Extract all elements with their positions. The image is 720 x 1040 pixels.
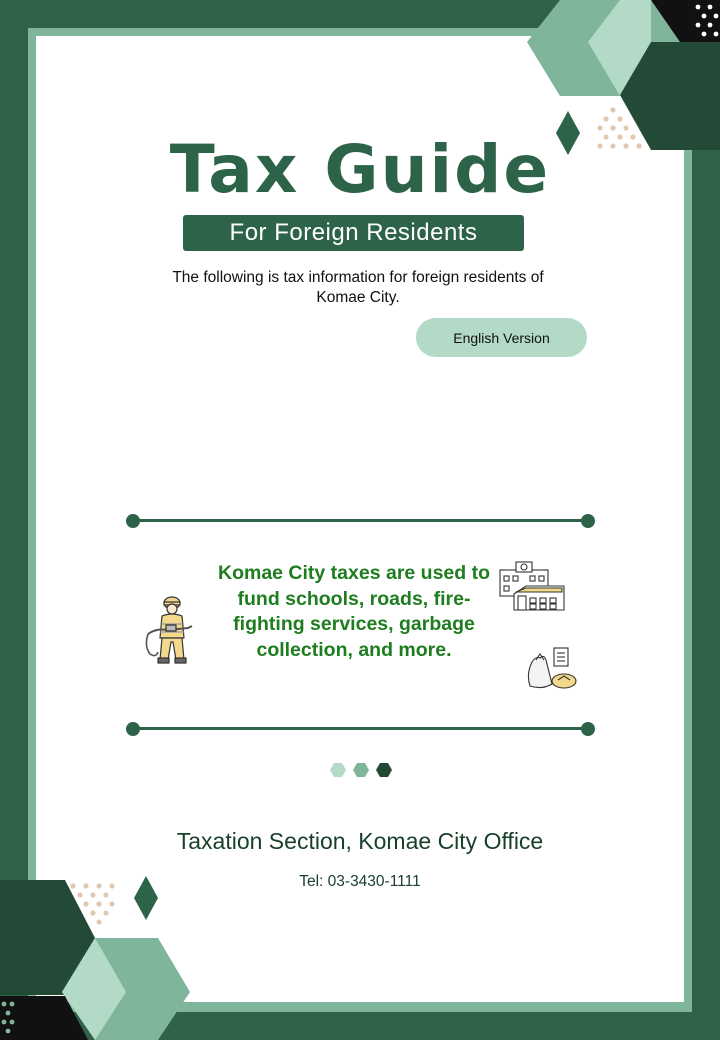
- firefighter-icon: [142, 594, 198, 666]
- top-divider-right-dot: [581, 514, 595, 528]
- top-divider-left-dot: [126, 514, 140, 528]
- subtitle-banner: [183, 215, 524, 251]
- tax-purpose-message: Komae City taxes are used to fund schools, roads, fire-fighting services, garbage collection, and more.: [217, 562, 491, 661]
- bottom-divider-right-dot: [581, 722, 595, 736]
- english-version-button[interactable]: English Version: [416, 318, 587, 357]
- office-telephone: Tel: 03-3430-1111: [299, 873, 421, 890]
- subtitle: For Foreign Residents: [229, 219, 478, 246]
- office-name: Taxation Section, Komae City Office: [176, 828, 544, 854]
- intro-text: The following is tax information for foreign residents of Komae City.: [172, 269, 544, 306]
- page-title: Tax Guide: [169, 131, 551, 208]
- bottom-divider-left-dot: [126, 722, 140, 736]
- garbage-bag-icon: [526, 646, 578, 692]
- bottom-divider: [134, 727, 588, 730]
- school-building-icon: [498, 560, 568, 614]
- top-divider: [134, 519, 588, 522]
- hexagon-dots-decoration: [326, 761, 396, 779]
